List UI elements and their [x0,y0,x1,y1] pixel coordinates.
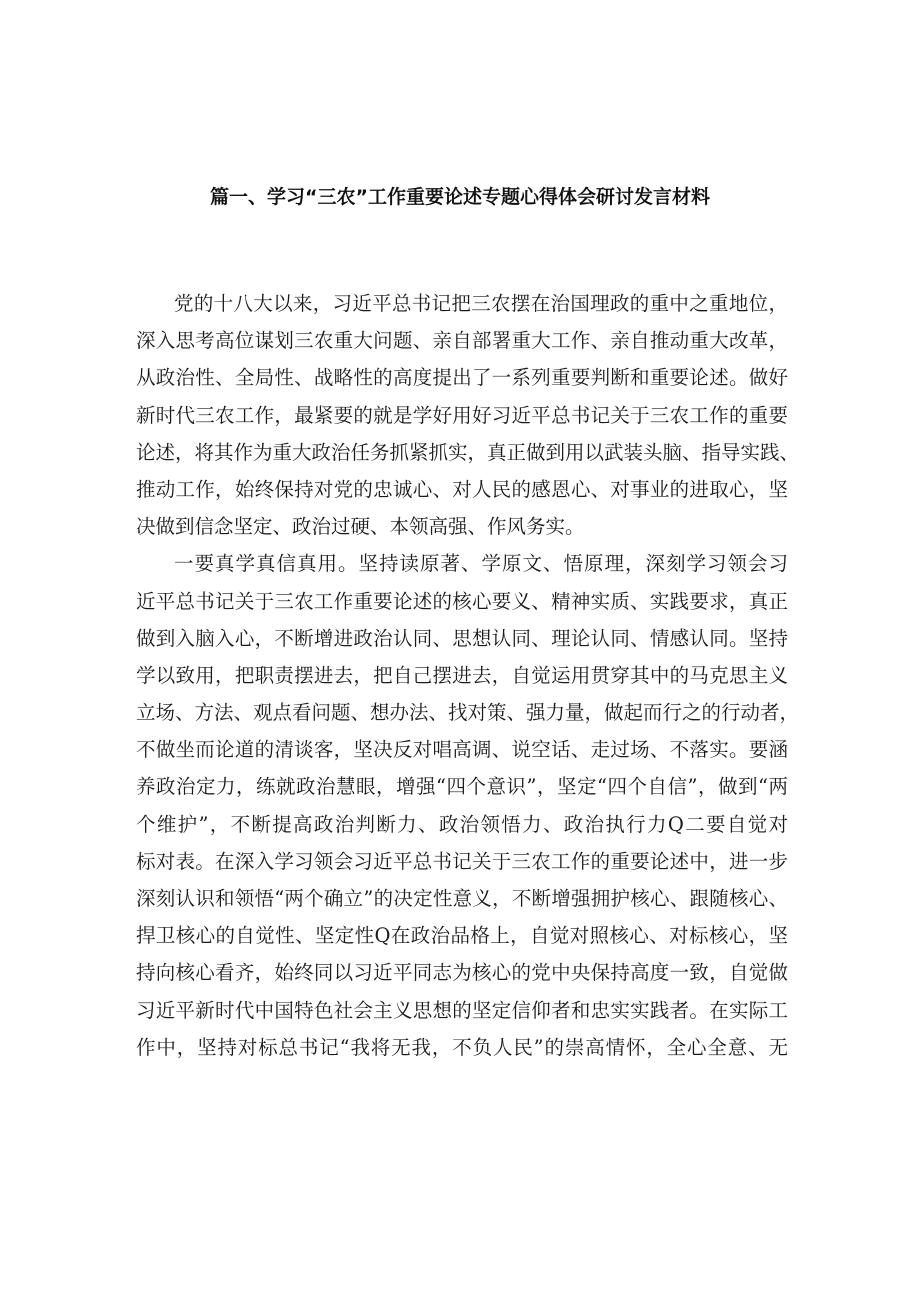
text-line: 深入思考高位谋划三农重大问题、亲自部署重大工作、亲自推动重大改革， [136,329,788,353]
text-line: 标对表。在深入学习领会习近平总书记关于三农工作的重要论述中，进一步 [136,849,788,873]
text-line: 持向核心看齐，始终同以习近平同志为核心的党中央保持高度一致，自觉做 [136,961,788,985]
text-line: 养政治定力，练就政治慧眼，增强“四个意识”，坚定“四个自信”，做到“两 [136,775,788,799]
paragraph-2 [136,545,800,1066]
text-line: 不做坐而论道的清谈客，坚决反对唱高调、说空话、走过场、不落实。要涵 [136,738,788,762]
text-line: 学以致用，把职责摆进去，把自己摆进去，自觉运用贯穿其中的马克思主义 [136,663,788,687]
text-line: 党的十八大以来，习近平总书记把三农摆在治国理政的重中之重地位， [174,292,788,315]
text-line: 新时代三农工作，最紧要的就是学好用好习近平总书记关于三农工作的重要 [136,403,788,427]
text-line: 近平总书记关于三农工作重要论述的核心要义、精神实质、实践要求，真正 [136,589,788,613]
text-line: 个维护”，不断提高政治判断力、政治领悟力、政治执行力Q二要自觉对 [136,812,788,836]
document-body [136,285,800,1066]
text-line: 论述，将其作为重大政治任务抓紧抓实，真正做到用以武装头脑、指导实践、 [136,440,800,464]
text-line: 深刻认识和领悟“两个确立”的决定性意义，不断增强拥护核心、跟随核心、 [136,887,788,910]
text-line: 捍卫核心的自觉性、坚定性Q在政治品格上，自觉对照核心、对标核心，坚 [136,924,788,948]
document-title: 篇一、学习“三农”工作重要论述专题心得体会研讨发言材料 [210,186,710,208]
text-line: 立场、方法、观点看问题、想办法、找对策、强力量，做起而行之的行动者， [136,701,800,725]
text-line: 从政治性、全局性、战略性的高度提出了一系列重要判断和重要论述。做好 [136,366,788,390]
text-line: 习近平新时代中国特色社会主义思想的坚定信仰者和忠实实践者。在实际工 [136,998,788,1022]
text-line: 作中，坚持对标总书记“我将无我，不负人民”的崇高情怀，全心全意、无 [136,1035,788,1059]
text-line: 推动工作，始终保持对党的忠诚心、对人民的感恩心、对事业的进取心，坚 [136,477,788,501]
text-line: 做到入脑入心，不断增进政治认同、思想认同、理论认同、情感认同。坚持 [136,626,788,650]
paragraph-1 [136,285,800,545]
text-line: 决做到信念坚定、政治过硬、本领高强、作风务实。 [136,515,585,539]
text-line: 一要真学真信真用。坚持读原著、学原文、悟原理，深刻学习领会习 [174,552,788,576]
